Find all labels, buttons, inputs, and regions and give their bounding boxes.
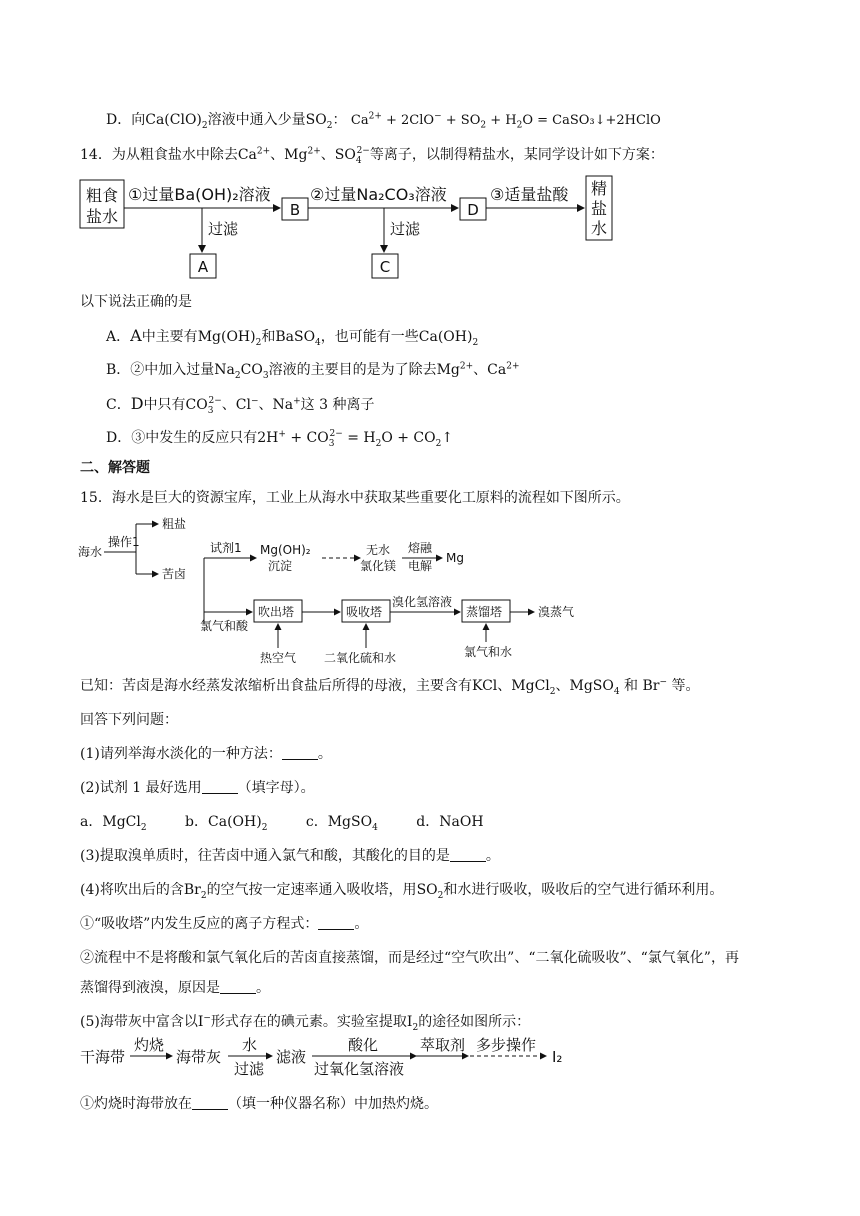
label-filtrate: 滤液 (276, 1048, 307, 1066)
option-text: ②中加入过量 (130, 362, 215, 378)
q15-flow-diagram (76, 512, 616, 666)
iodine-flow-diagram (76, 1036, 596, 1080)
label-mgoh2: Mg(OH)₂ (260, 543, 311, 557)
q15-part4-2a: ②流程中不是将酸和氯气氧化后的苦卤直接蒸馏，而是经过“空气吹出”、“二氧化硫吸收”、“氯气氧化”，再 (80, 950, 739, 966)
box-label: 盐水 (85, 207, 119, 226)
label-acidify: 酸化 (348, 1036, 379, 1054)
answer-blank[interactable] (202, 779, 238, 794)
option-label: B． (106, 362, 131, 378)
label-crude-salt: 粗盐 (162, 517, 187, 531)
label-kelp: 干海带 (80, 1048, 126, 1066)
section-heading: 二、解答题 (80, 460, 150, 476)
q15-part5-1 (80, 1094, 438, 1114)
q14-option-d: D．③中发生的反应只有$2H^+ + CO_3^{2-} = H_2O$ + $CO_2↑$ (106, 429, 454, 449)
known-text: 等。 (671, 678, 700, 694)
q14-flow-diagram (76, 172, 636, 284)
part-text: (1)请列举海水淡化的一种方法： (80, 746, 282, 762)
label-so2-water: 二氧化硫和水 (324, 651, 397, 665)
label-distill: 蒸馏塔 (466, 605, 503, 619)
option-text: 溶液中通入少量 (207, 112, 306, 128)
label-i2: I₂ (552, 1048, 563, 1066)
label-absorb-tower: 吸收塔 (346, 605, 383, 619)
label-seawater: 海水 (78, 545, 103, 559)
option-label: c． (305, 814, 328, 830)
option-label: b． (185, 814, 209, 830)
label-mgcl2: 氯化镁 (360, 559, 397, 573)
option-label: C． (106, 397, 131, 413)
part-text: (3)提取溴单质时，往苦卤中通入氯气和酸，其酸化的目的是 (80, 848, 450, 864)
label-extract: 萃取剂 (420, 1036, 466, 1054)
q14-option-b: B．②中加入过量$Na_2CO_3$溶液的主要目的是为了除去$Mg^{2+}$、$Ca^{2+}$ (106, 361, 520, 381)
label-hbr: 溴化氢溶液 (392, 595, 453, 609)
stem-text: 等离子，以制得精盐水，某同学设计如下方案： (369, 147, 664, 163)
filter-label: 过滤 (208, 220, 239, 238)
label-brine: 苦卤 (162, 567, 187, 581)
option-13d: D．向$Ca(ClO)_2$溶液中通入少量$SO_2$： $Ca^{2+} + 2ClO^- + SO_2 + H_2O$ = CaSO₃↓+2HClO (106, 111, 661, 131)
option-text: 和 (261, 329, 276, 345)
label-burn: 灼烧 (134, 1036, 165, 1054)
answer-blank[interactable] (220, 979, 256, 994)
step-label: ③适量盐酸 (490, 185, 569, 204)
option-text: 这 3 种离子 (300, 397, 375, 413)
label-anhydrous: 无水 (366, 543, 391, 557)
q15-part4-1: ①“吸收塔”内发生反应的离子方程式： 。 (80, 916, 369, 932)
stem-text: 14．为从粗食盐水中除去 (80, 147, 238, 163)
step-label: ①过量Ba(OH)₂溶液 (128, 185, 271, 204)
option-text: A (130, 326, 142, 345)
label-br-vapor: 溴蒸气 (538, 605, 575, 619)
known-text: 已知：苦卤是海水经蒸发浓缩析出食盐后所得的母液，主要含有 (80, 678, 472, 694)
option-text: 溶液的主要目的是为了除去 (268, 362, 437, 378)
q15-answer-prompt: 回答下列问题： (80, 712, 178, 728)
part-text: 和水进行吸收，吸收后的空气进行循环利用。 (443, 882, 724, 898)
label-ash: 海带灰 (176, 1048, 222, 1066)
box-label: 水 (590, 219, 608, 238)
part-text: （填一种仪器名称）中加热灼烧。 (228, 1096, 438, 1112)
filter-label: 过滤 (390, 220, 421, 238)
label-blow-tower: 吹出塔 (258, 605, 295, 619)
part-text: 的途径如图所示： (418, 1014, 531, 1030)
part-text: 的空气按一定速率通入吸收塔，用 (206, 882, 417, 898)
q15-part3: (3)提取溴单质时，往苦卤中通入氯气和酸，其酸化的目的是 。 (80, 848, 500, 864)
node-label: D (467, 201, 479, 219)
label-cl-water: 氯气和水 (464, 645, 513, 659)
label-precipitate: 沉淀 (268, 559, 293, 573)
answer-blank[interactable] (192, 1095, 228, 1110)
q15-part4-2b: 蒸馏得到液溴，原因是 。 (80, 980, 270, 996)
q14-stem: 14．为从粗食盐水中除去$Ca^{2+}$、$Mg^{2+}$、$SO_4^{2-}$等离子，以制得精盐水，某同学设计如下方案： (80, 146, 664, 166)
part-text: ①“吸收塔”内发生反应的离子方程式： (80, 916, 319, 932)
option-text: 向 (131, 112, 146, 128)
label-mg: Mg (446, 551, 464, 565)
part-text: 蒸馏得到液溴，原因是 (80, 980, 220, 996)
option-text: 中主要有 (141, 329, 198, 345)
node-label: A (197, 258, 209, 276)
option-text: ： (332, 112, 347, 128)
step-label: ②过量Na₂CO₃溶液 (310, 185, 447, 204)
box-label: 盐 (590, 199, 608, 218)
option-text: ③中发生的反应只有 (131, 430, 258, 446)
q15-part5: (5)海带灰中富含以I−形式存在的碘元素。实验室提取$I_2$的途径如图所示： (80, 1013, 531, 1033)
label-hot-air: 热空气 (260, 651, 297, 665)
q15-part4: (4)将吹出后的含$Br_2$的空气按一定速率通入吸收塔，用$SO_2$和水进行吸收，吸收后的空气进行循环利用。 (80, 882, 724, 901)
label-melt: 熔融 (408, 541, 433, 555)
part-text: (4)将吹出后的含 (80, 882, 184, 898)
q14-option-c: C．D中只有$CO_3^{2-}$、Cl−、Na+这 3 种离子 (106, 394, 375, 416)
part-text: ①灼烧时海带放在 (80, 1096, 192, 1112)
option-label: D． (106, 430, 132, 446)
box-label: 粗食 (85, 186, 119, 205)
part-text: (2)试剂 1 最好选用 (80, 780, 202, 796)
node-label: C (379, 258, 391, 276)
equation-tail: CaSO₃↓+2HClO (552, 113, 661, 128)
option-text: 中只有 (143, 397, 186, 413)
label-multi: 多步操作 (476, 1036, 537, 1054)
label-reagent1: 试剂1 (210, 541, 242, 555)
option-text: ，也可能有一些 (320, 329, 419, 345)
part-text: 形式存在的碘元素。实验室提取 (210, 1014, 407, 1030)
q14-option-a: A．A中主要有$Mg(OH)_2$和BaSO$_4$，也可能有一些$Ca(OH)_2$ (106, 326, 479, 348)
box-label: 精 (590, 179, 608, 198)
option-label: a． (80, 814, 103, 830)
label-filter: 过滤 (234, 1060, 265, 1078)
answer-blank[interactable] (450, 847, 486, 862)
q15-part2 (80, 778, 315, 798)
node-label: B (289, 201, 301, 219)
part-text: （填字母）。 (237, 780, 315, 796)
answer-blank[interactable] (282, 745, 318, 760)
label-water: 水 (242, 1036, 258, 1054)
option-text: D (130, 394, 144, 413)
label-electrolysis: 电解 (408, 559, 433, 573)
option-label: d． (416, 814, 440, 830)
option-label: D． (106, 112, 132, 128)
q15-part1: (1)请列举海水淡化的一种方法： 。 (80, 746, 332, 762)
part-text: (5)海带灰中富含以 (80, 1014, 198, 1030)
q15-part2-options: a．MgCl$_2$ b．$Ca(OH)_2$ c．MgSO$_4$ d．NaOH (80, 814, 484, 833)
q14-prompt: 以下说法正确的是 (80, 294, 192, 310)
option-value: NaOH (439, 814, 484, 830)
q15-stem: 15．海水是巨大的资源宝库，工业上从海水中获取某些重要化工原料的流程如下图所示。 (80, 490, 630, 506)
q15-known: 已知：苦卤是海水经蒸发浓缩析出食盐后所得的母液，主要含有KCl、MgCl$_2$、MgSO$_4$ 和 Br− 等。 (80, 677, 700, 697)
label-h2o2: 过氧化氢溶液 (314, 1060, 405, 1078)
answer-blank[interactable] (318, 915, 354, 930)
option-label: A． (106, 329, 131, 345)
label-op1: 操作1 (108, 535, 140, 549)
label-cl-acid: 氯气和酸 (200, 619, 249, 633)
